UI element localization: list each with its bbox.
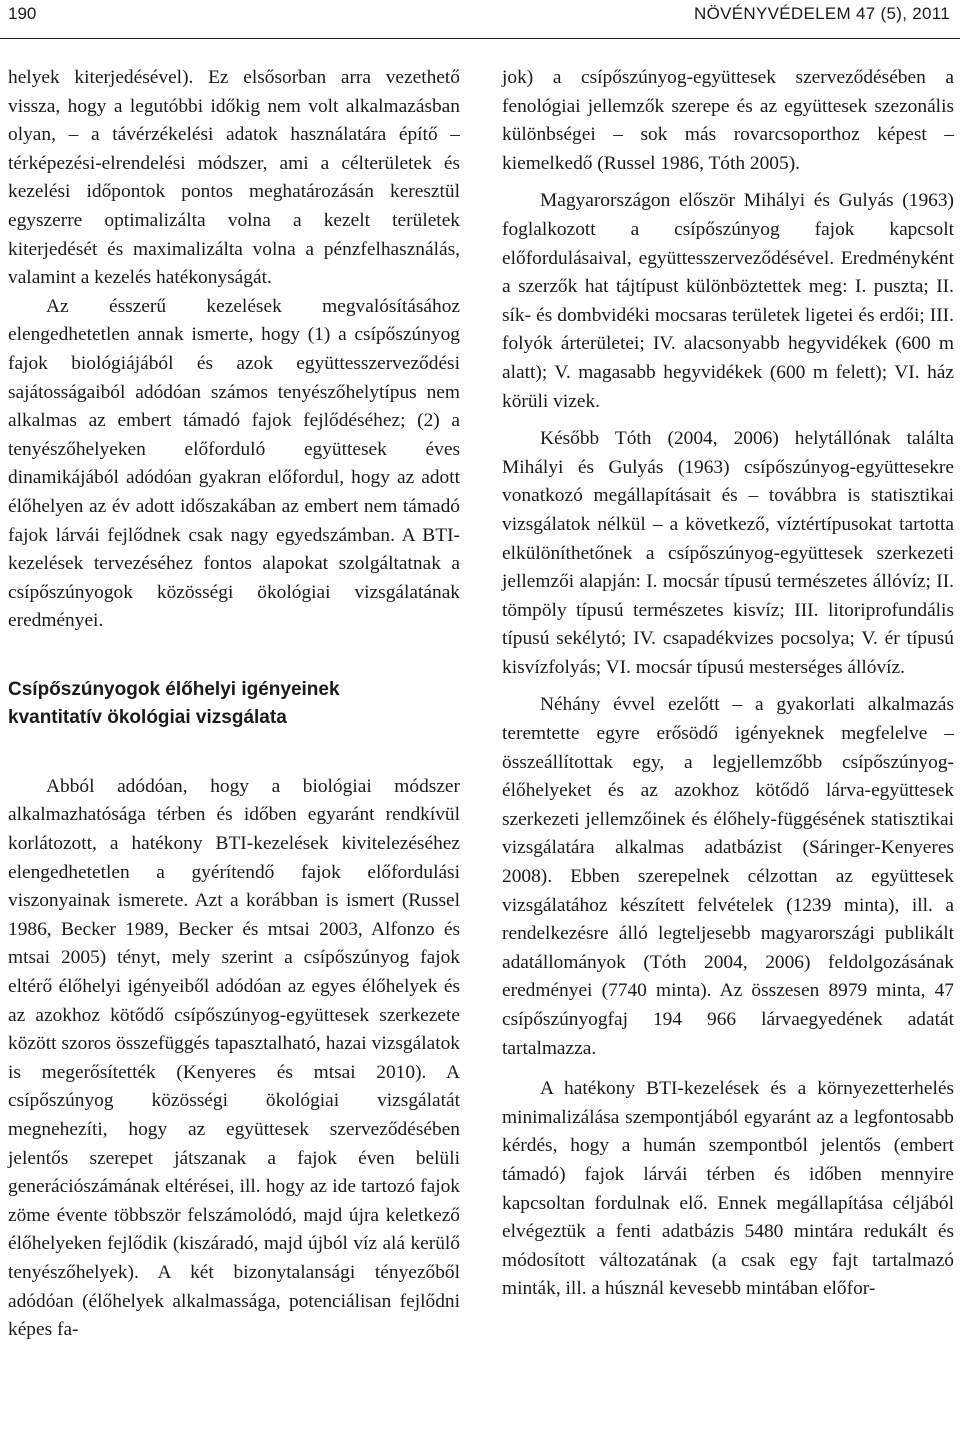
journal-title: NÖVÉNYVÉDELEM 47 (5), 2011 <box>694 4 950 23</box>
right-paragraph-3: Később Tóth (2004, 2006) helytállónak találta Mihályi és Gulyás (1963) csípőszúnyog-együttesekre vonatkozó megállapításait és – továbbra is statisztikai vizsgálatok nélkül – a következő, víztértípusokat tartotta elkülöníthetőnek a csípőszúnyog-együttesek szerkezeti jellemzői alapján: I. mocsár típusú természetes állóvíz; II. tömpöly típusú természetes kisvíz; III. litoriprofundális típusú sekélytó; IV. csapadékvizes pocsolya; V. ér típusú kisvízfolyás; VI. mocsár típusú mesterséges állóvíz. <box>502 428 954 678</box>
left-column <box>8 64 460 1345</box>
section-heading-line-2: kvantitatív ökológiai vizsgálata <box>8 707 287 729</box>
right-paragraph-4: Néhány évvel ezelőtt – a gyakorlati alkalmazás teremtette egyre erősödő igényeknek megfelelve – összeállítottak egy, a legjellemzőbb csípőszúnyog-élőhelyeket és az azokhoz kötődő lárva-együttesek szerkezeti jellemzőinek és élőhely-függésének statisztikai vizsgálatára alkalmas adatbázist (Sáringer-Kenyeres 2008). Ebben szerepelnek célzottan az együttesek vizsgálatához készített felvételek (1239 minta), ill. a rendelkezésre álló legteljesebb magyarországi publikált adatállományok (Tóth 2004, 2006) feldolgozásának eredményei (7740 minta). Az összesen 8979 minta, 47 csípőszúnyogfaj 194 966 lárvaegyedének adatát tartalmazza. <box>502 694 954 1059</box>
section-heading <box>8 676 460 733</box>
section-heading-line-1: Csípőszúnyogok élőhelyi igényeinek <box>8 678 340 700</box>
left-paragraph-3: Abból adódóan, hogy a biológiai módszer alkalmazhatósága térben és időben egyaránt rendkívül korlátozott, a hatékony BTI-kezelések kivitelezéséhez elengedhetetlen a gyérítendő fajok előfordulási viszonyainak ismerete. Azt a korábban is ismert (Russel 1986, Becker 1989, Becker és mtsai 2003, Alfonzo és mtsai 2005) tényt, mely szerint a csípőszúnyog fajok eltérő élőhelyi igényeiből adódóan az egyes élőhelyek és az azokhoz kötődő csípőszúnyog-együttesek szerkezete között szoros összefüggés tapasztalható, hazai vizsgálatok is megerősítették (Kenyeres és mtsai 2010). A csípőszúnyog közösségi ökológiai vizsgálatát megnehezíti, hogy az együttesek szerveződésében jelentős szerepet játszanak a fajok éven belüli generációszámának eltérései, ill. hogy az ide tartozó fajok zöme évente többször felszámolódó, majd újra keletkező élőhelyeken fejlődik (kiszáradó, majd újból víz alá kerülő tenyészőhelyek). A két bizonytalansági tényezőből adódóan (élőhelyek alkalmassága, potenciálisan fejlődni képes fa- <box>8 775 460 1341</box>
running-header <box>0 0 960 39</box>
page-number: 190 <box>8 4 37 23</box>
right-paragraph-5: A hatékony BTI-kezelések és a környezetterhelés minimalizálása szempontjából egyaránt az a legfontosabb kérdés, hogy a humán szempontból jelentős (embert támadó) fajok lárvái térben és időben mennyire kapcsoltan fordulnak elő. Ennek megállapítása céljából elvégeztük a fenti adatbázis 5480 mintára redukált és módosított változatának (a csak egy fajt tartalmazó minták, ill. a húsznál kevesebb mintában előfor- <box>502 1078 954 1300</box>
left-paragraph-1: helyek kiterjedésével). Ez elsősorban arra vezethető vissza, hogy a legutóbbi időkig nem volt alkalmazásban olyan, – a távérzékelési adatok használatára építő – térképezési-elrendelési módszer, ami a célterületek és kezelési időpontok pontos meghatározásán keresztül egyszerre optimalizálta volna a kezelt területek kiterjedését és maximalizálta volna a pénzfelhasználás, valamint a kezelés hatékonyságát. <box>8 67 460 289</box>
right-paragraph-2: Magyarországon először Mihályi és Gulyás (1963) foglalkozott a csípőszúnyog fajok kapcsolt előfordulásaival, együttesszerveződésével. Eredményként a szerzők hat tájtípust különböztettek meg: I. puszta; II. sík- és dombvidéki mocsaras területek ligetei és erdői; III. folyók árterületei; IV. alacsonyabb hegyvidékek (600 m alatt); V. magasabb hegyvidékek (600 m felett); VI. ház körüli vizek. <box>502 190 954 412</box>
left-paragraph-2: Az ésszerű kezelések megvalósításához elengedhetetlen annak ismerte, hogy (1) a csípőszúnyog fajok biológiájából és azok együttesszerveződési sajátosságaiból adódóan számos tenyészőhelytípus nem alkalmas az embert támadó fajok fejlődéséhez; (2) a tenyészőhelyeken előforduló együttesek éves dinamikájából adódóan gyakran előfordul, hogy az adott élőhelyen az év adott időszakában az embert nem támadó fajok lárvái fejlődnek csak nagy egyedszámban. A BTI-kezelések tervezéséhez fontos alapokat szolgáltatnak a csípőszúnyogok közösségi ökológiai vizsgálatának eredményei. <box>8 295 460 632</box>
right-column <box>502 64 954 1304</box>
right-paragraph-1: jok) a csípőszúnyog-együttesek szerveződésében a fenológiai jellemzők szerepe és az együttesek szezonális különbségei – sok más rovarcsoporthoz képest – kiemelkedő (Russel 1986, Tóth 2005). <box>502 67 954 174</box>
